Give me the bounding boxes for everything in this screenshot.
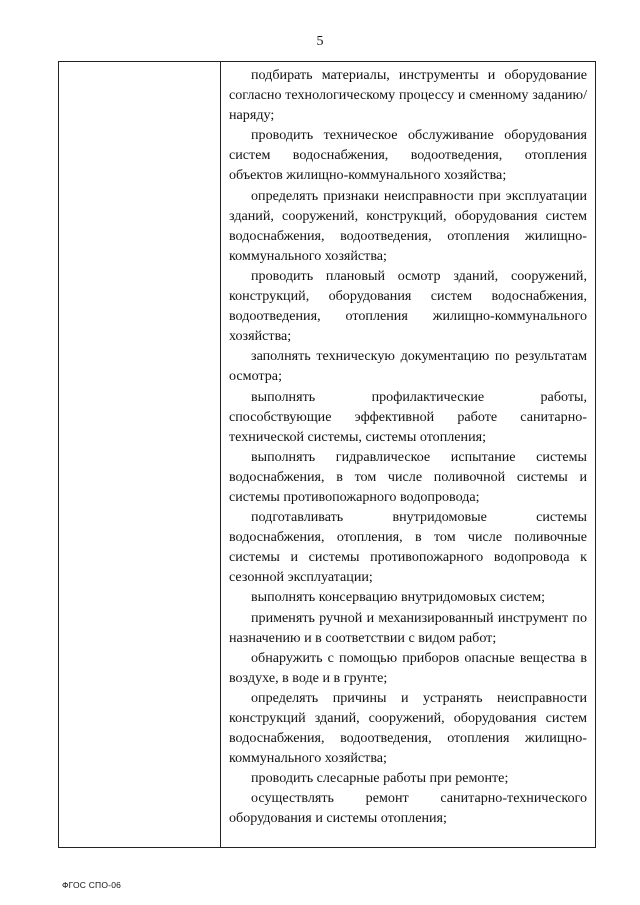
skill-item: подбирать материалы, инструменты и оборудование согласно технологическому процессу и сменному заданию/наряду; <box>229 67 587 124</box>
skill-item: выполнять консервацию внутридомовых систем; <box>251 589 546 606</box>
skill-item: подготавливать внутридомовые системы водоснабжения, отопления, в том числе поливочные системы и системы противопожарного водопровода к сезонной эксплуатации; <box>229 509 587 586</box>
table-right-cell <box>221 62 595 847</box>
skill-item: выполнять профилактические работы, способствующие эффективной работе санитарно-технической системы, системы отопления; <box>229 388 587 445</box>
skill-item: проводить техническое обслуживание оборудования систем водоснабжения, водоотведения, отопления объектов жилищно-коммунального хозяйства; <box>229 127 587 184</box>
page-number: 5 <box>316 34 324 49</box>
footer-doc-code: ФГОС СПО-06 <box>62 880 122 890</box>
skill-item: применять ручной и механизированный инструмент по назначению и в соответствии с видом работ; <box>229 609 587 646</box>
skill-item: выполнять гидравлическое испытание системы водоснабжения, в том числе поливочной системы и системы противопожарного водопровода; <box>229 448 587 505</box>
skill-item: проводить слесарные работы при ремонте; <box>251 770 509 787</box>
content-table <box>58 61 596 848</box>
skill-item: заполнять техническую документацию по результатам осмотра; <box>229 348 587 385</box>
skill-item: определять причины и устранять неисправности конструкций зданий, сооружений, оборудования систем водоснабжения, водоотведения, отопления жилищно-коммунального хозяйства; <box>229 689 587 767</box>
skill-item: проводить плановый осмотр зданий, сооружений, конструкций, оборудования систем водоснабжения, водоотведения, отопления жилищно-коммунального хозяйства; <box>229 267 587 345</box>
skill-item: обнаружить с помощью приборов опасные вещества в воздухе, в воде и в грунте; <box>229 649 587 686</box>
skill-item: осуществлять ремонт санитарно-технического оборудования и системы отопления; <box>229 790 587 827</box>
skill-item: определять признаки неисправности при эксплуатации зданий, сооружений, конструкций, оборудования систем водоснабжения, водоотведения, отопления жилищно-коммунального хозяйства; <box>229 187 587 264</box>
table-left-cell <box>59 62 221 847</box>
